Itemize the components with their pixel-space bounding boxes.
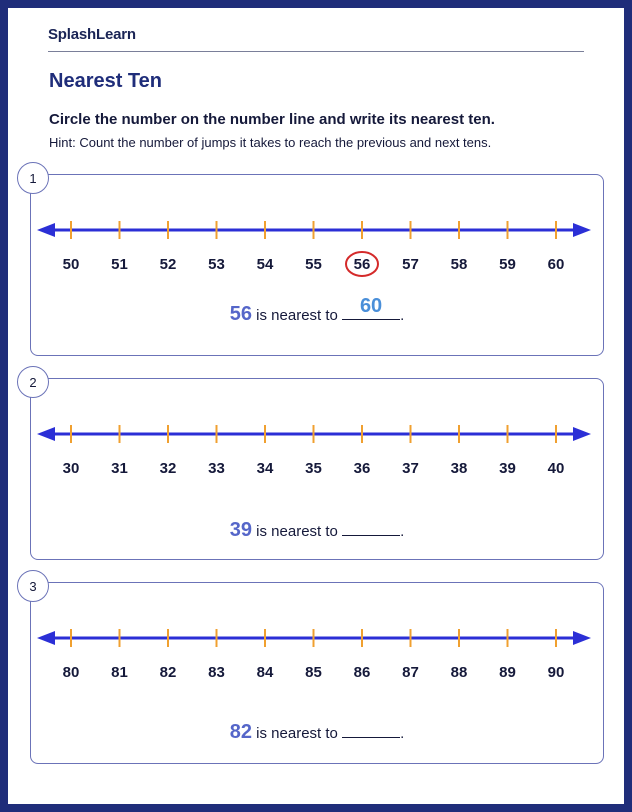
right-arrow-icon (573, 223, 591, 237)
tick-label[interactable]: 32 (159, 460, 177, 477)
tick-label[interactable]: 85 (305, 664, 322, 681)
tick-label[interactable]: 51 (111, 256, 128, 273)
tick-label[interactable]: 36 (353, 460, 371, 477)
answer-blank[interactable] (342, 721, 400, 738)
tick-label[interactable]: 89 (499, 664, 516, 681)
tick-label[interactable]: 54 (256, 256, 274, 273)
tick-label[interactable]: 86 (353, 664, 371, 681)
problem-card-2 (29, 374, 604, 560)
answer-blank[interactable] (342, 519, 400, 536)
tick-label[interactable]: 80 (62, 664, 80, 681)
tick-label[interactable]: 30 (62, 460, 80, 477)
sentence-end: . (400, 307, 405, 324)
tick-label[interactable]: 82 (159, 664, 177, 681)
left-arrow-icon (37, 427, 55, 441)
tick-label[interactable]: 40 (547, 460, 565, 477)
tick-label[interactable]: 58 (450, 256, 468, 273)
tick-label[interactable]: 84 (256, 664, 274, 681)
hint-text: Hint: Count the number of jumps it takes to reach the previous and next tens. (49, 135, 492, 150)
tick-label[interactable]: 34 (256, 460, 274, 477)
tick-label[interactable]: 38 (450, 460, 468, 477)
number-line-1 (31, 175, 603, 285)
problem-number-badge: 1 (17, 162, 49, 194)
tick-label[interactable]: 52 (159, 256, 177, 273)
answer-sentence-2 (31, 519, 603, 542)
page-title: Nearest Ten (49, 70, 163, 92)
left-arrow-icon (37, 631, 55, 645)
worksheet-page (8, 8, 624, 804)
brand-logo: SplashLearn (48, 26, 136, 43)
tick-label[interactable]: 60 (547, 256, 565, 273)
tick-label[interactable]: 59 (499, 256, 516, 273)
tick-label[interactable]: 31 (111, 460, 128, 477)
problem-card-1 (29, 170, 604, 356)
given-number: 82 (229, 721, 252, 743)
tick-label[interactable]: 81 (111, 664, 128, 681)
tick-label[interactable]: 39 (499, 460, 516, 477)
tick-label[interactable]: 53 (208, 256, 225, 273)
tick-label[interactable]: 56 (353, 256, 371, 273)
tick-label[interactable]: 87 (402, 664, 419, 681)
sentence-end: . (400, 725, 405, 742)
tick-label[interactable]: 83 (208, 664, 225, 681)
tick-label[interactable]: 90 (547, 664, 565, 681)
problem-card-3 (29, 578, 604, 764)
instruction-text: Circle the number on the number line and write its nearest ten. (49, 111, 495, 128)
given-number: 39 (229, 519, 252, 541)
answer-sentence-1 (31, 295, 603, 326)
answer-sentence-3 (31, 721, 603, 744)
sentence-text: is nearest to (256, 307, 338, 324)
problem-number-badge: 2 (17, 366, 49, 398)
tick-label[interactable]: 50 (62, 256, 80, 273)
sentence-end: . (400, 523, 405, 540)
given-number: 56 (229, 303, 252, 325)
number-line-2 (31, 379, 603, 489)
right-arrow-icon (573, 427, 591, 441)
problem-number-badge: 3 (17, 570, 49, 602)
sentence-text: is nearest to (256, 523, 338, 540)
left-arrow-icon (37, 223, 55, 237)
answer-blank[interactable] (342, 295, 400, 320)
answer-value: 60 (359, 295, 383, 317)
tick-label[interactable]: 57 (402, 256, 419, 273)
tick-label[interactable]: 55 (305, 256, 322, 273)
sentence-text: is nearest to (256, 725, 338, 742)
tick-label[interactable]: 33 (208, 460, 225, 477)
header-divider (48, 51, 584, 52)
tick-label[interactable]: 37 (402, 460, 419, 477)
tick-label[interactable]: 88 (450, 664, 468, 681)
right-arrow-icon (573, 631, 591, 645)
tick-label[interactable]: 35 (305, 460, 322, 477)
number-line-3 (31, 583, 603, 693)
